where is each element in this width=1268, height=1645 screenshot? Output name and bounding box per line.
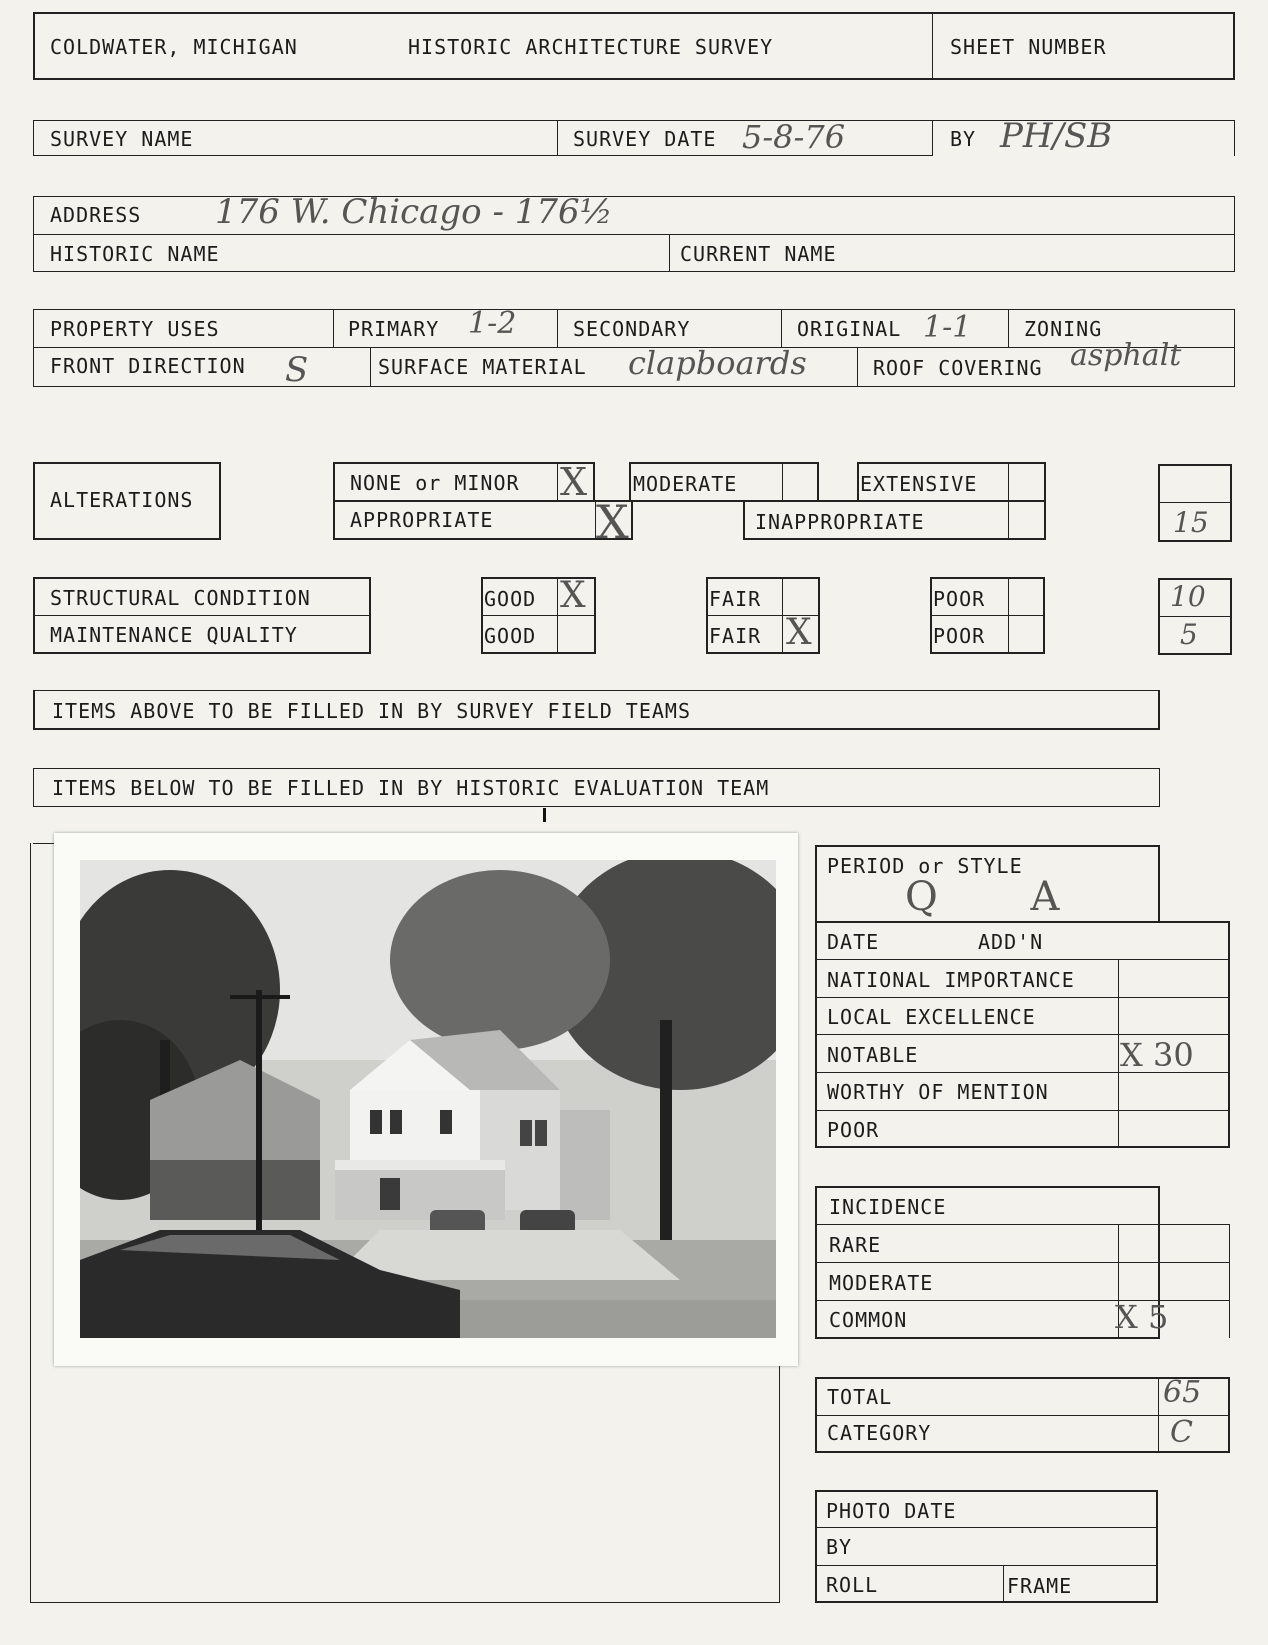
fair-vdiv [782,577,783,654]
appropriate-mark: X [596,495,629,549]
property-div-6 [857,347,858,387]
property-div-2 [557,309,558,347]
importance-div-0 [815,959,1230,960]
importance-div-2 [815,1034,1230,1035]
original-value: 1-1 [923,310,972,345]
historic-name-label: HISTORIC NAME [50,242,220,266]
structural-condition-label: STRUCTURAL CONDITION [50,586,311,610]
address-value: 176 W. Chicago - 176½ [215,192,613,232]
incidence-common-label: COMMON [829,1308,908,1332]
property-uses-label: PROPERTY USES [50,317,220,341]
address-top-line [33,196,1235,197]
none-minor-label: NONE or MINOR [350,471,520,495]
period-label: PERIOD or STYLE [827,854,1023,878]
addn-label: ADD'N [978,930,1044,954]
property-div-3 [781,309,782,347]
moderate-label: MODERATE [633,472,738,496]
survey-by-label: BY [950,127,977,151]
extensive-label: EXTENSIVE [860,472,978,496]
front-direction-value: S [285,350,309,390]
surface-material-value: clapboards [628,344,807,382]
note-below-left [33,768,34,806]
photo-by-label: BY [826,1535,853,1559]
maintenance-quality-label: MAINTENANCE QUALITY [50,623,298,647]
incidence-rare-label: RARE [829,1233,882,1257]
primary-value: 1-2 [468,306,517,341]
property-top-line [33,309,1235,310]
structural-poor-label: POOR [933,587,986,611]
header-divider [932,12,933,80]
none-minor-mark: X [560,460,588,504]
incidence-label: INCIDENCE [829,1195,947,1219]
importance-value-divider [1118,959,1119,1148]
incidence-moderate-label: MODERATE [829,1271,934,1295]
photo-date-div-0 [815,1527,1158,1528]
total-label: TOTAL [827,1385,893,1409]
good-vdiv [557,577,558,654]
lower-frame-left [30,843,31,1603]
poor-hdiv [930,615,1045,616]
total-divider [815,1415,1230,1416]
survey-left-line [33,120,34,156]
incidence-div-0 [815,1224,1230,1225]
name-divider [669,234,670,272]
photo-date-div-1 [815,1565,1158,1566]
category-label: CATEGORY [827,1421,932,1445]
address-label: ADDRESS [50,203,142,227]
condition-label-divider [33,615,371,616]
lower-frame-bottom [30,1602,780,1603]
maintenance-poor-label: POOR [933,624,986,648]
note-below-bottom [33,806,1160,807]
address-mid-line [33,234,1235,235]
category-value: C [1170,1415,1193,1450]
survey-date-value: 5-8-76 [742,118,846,156]
importance-div-1 [815,997,1230,998]
condition-score-divider [1158,616,1232,617]
date-label: DATE [827,930,880,954]
importance-notable-value: X 30 [1120,1036,1194,1074]
structural-fair-label: FAIR [709,587,762,611]
property-div-5 [370,347,371,387]
primary-label: PRIMARY [348,317,440,341]
photo-mark [543,808,546,822]
address-bottom-line [33,271,1235,272]
extensive-divider [1008,462,1009,502]
survey-date-label: SURVEY DATE [573,127,717,151]
importance-local-label: LOCAL EXCELLENCE [827,1005,1036,1029]
note-below-top [33,768,1160,769]
roll-label: ROLL [826,1573,879,1597]
survey-div-2 [932,120,933,156]
period-value: Q A [905,874,1100,920]
survey-right-line [1234,120,1235,156]
address-left-line [33,196,34,272]
house-photo [54,833,798,1366]
importance-notable-label: NOTABLE [827,1043,919,1067]
survey-name-label: SURVEY NAME [50,127,194,151]
property-bottom-line [33,386,1235,387]
secondary-label: SECONDARY [573,317,691,341]
property-left-line [33,309,34,387]
note-above-top [33,690,1160,691]
alterations-score-divider [1158,502,1232,503]
maintenance-fair-label: FAIR [709,624,762,648]
structural-score: 10 [1170,580,1206,613]
maintenance-score: 5 [1180,618,1198,651]
structural-good-mark: X [560,575,586,616]
lower-frame-right [779,1365,780,1603]
alterations-label: ALTERATIONS [50,488,194,512]
roll-frame-divider [1003,1565,1004,1603]
importance-worthy-label: WORTHY OF MENTION [827,1080,1049,1104]
surface-material-label: SURFACE MATERIAL [378,355,587,379]
importance-national-label: NATIONAL IMPORTANCE [827,968,1075,992]
incidence-right-line [1229,1224,1230,1338]
inappropriate-label: INAPPROPRIATE [755,510,925,534]
survey-div-1 [557,120,558,156]
survey-by-value: PH/SB [1000,116,1113,156]
total-value-divider [1158,1377,1159,1453]
total-value: 65 [1163,1375,1202,1410]
form-title: HISTORIC ARCHITECTURE SURVEY [408,35,774,59]
frame-label: FRAME [1007,1574,1073,1598]
property-right-line [1234,309,1235,387]
alterations-score: 15 [1173,506,1209,539]
house-photo-image [80,860,776,1338]
city-label: COLDWATER, MICHIGAN [50,35,298,59]
property-div-1 [333,309,334,347]
importance-div-4 [815,1110,1230,1111]
current-name-label: CURRENT NAME [680,242,837,266]
property-div-4 [1008,309,1009,347]
structural-good-label: GOOD [484,587,537,611]
none-minor-divider [557,462,558,502]
incidence-common-value: X 5 [1115,1298,1169,1336]
zoning-label: ZONING [1024,317,1103,341]
sheet-number-label: SHEET NUMBER [950,35,1107,59]
poor-vdiv [1008,577,1009,654]
roof-covering-value: asphalt [1070,338,1182,373]
roof-covering-label: ROOF COVERING [873,356,1043,380]
original-label: ORIGINAL [797,317,902,341]
importance-poor-label: POOR [827,1118,880,1142]
front-direction-label: FRONT DIRECTION [50,354,246,378]
address-right-line [1234,196,1235,272]
note-above: ITEMS ABOVE TO BE FILLED IN BY SURVEY FIELD TEAMS [52,699,692,723]
appropriate-label: APPROPRIATE [350,508,494,532]
photo-date-label: PHOTO DATE [826,1499,957,1523]
moderate-divider [782,462,783,502]
note-below: ITEMS BELOW TO BE FILLED IN BY HISTORIC EVALUATION TEAM [52,776,770,800]
maintenance-good-label: GOOD [484,624,537,648]
incidence-div-1 [815,1262,1230,1263]
maintenance-fair-mark: X [786,612,812,653]
inappropriate-divider [1008,500,1009,540]
note-below-right [1159,768,1160,806]
